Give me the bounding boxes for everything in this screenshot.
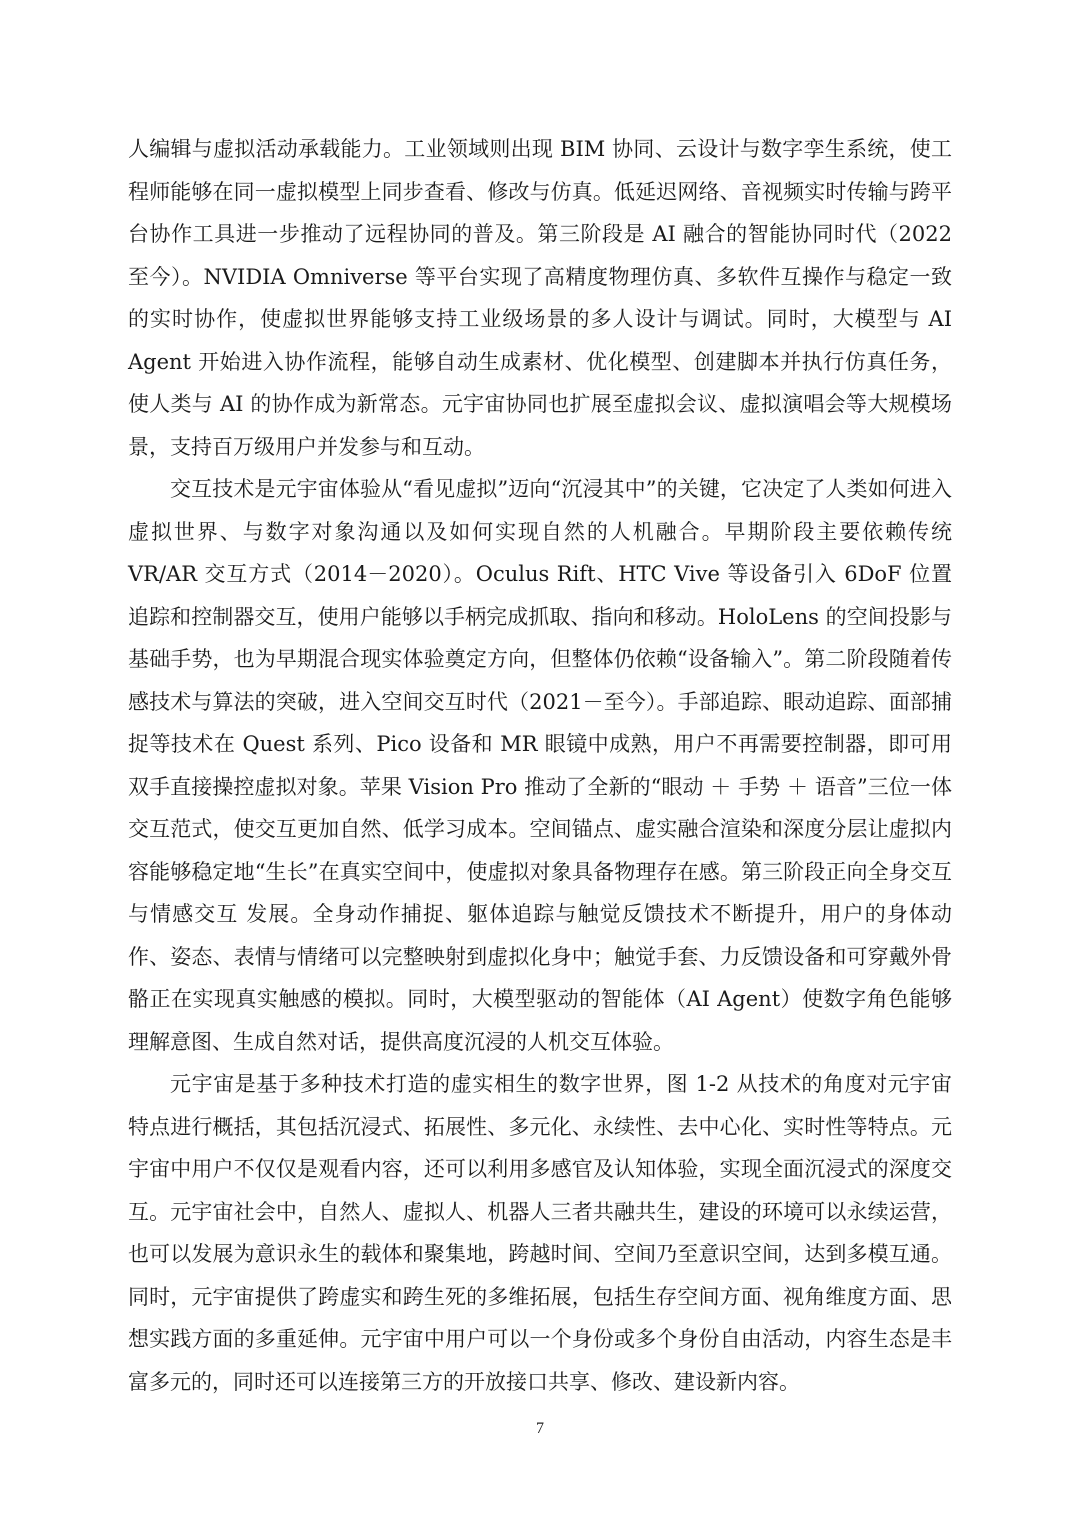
paragraph-metaverse-features: 元宇宙是基于多种技术打造的虚实相生的数字世界，图 1-2 从技术的角度对元宇宙特点进行概括，其包括沉浸式、拓展性、多元化、永续性、去中心化、实时性等特点。元宇宙中用户不仅仅是观看内容，还可以利用多感官及认知体验，实现全面沉浸式的深度交互。元宇宙社会中，自然人、虚拟人、机器人三者共融共生，建设的环境可以永续运营，也可以发展为意识永生的载体和聚集地，跨越时间、空间乃至意识空间，达到多模互通。同时，元宇宙提供了跨虚实和跨生死的多维拓展，包括生存空间方面、视角维度方面、思想实践方面的多重延伸。元宇宙中用户可以一个身份或多个身份自由活动，内容生态是丰富多元的，同时还可以连接第三方的开放接口共享、修改、建设新内容。 xyxy=(128,1072,952,1394)
body-text xyxy=(128,128,952,1403)
paragraph-interaction-technology: 交互技术是元宇宙体验从“看见虚拟”迈向“沉浸其中”的关键，它决定了人类如何进入虚拟世界、与数字对象沟通以及如何实现自然的人机融合。早期阶段主要依赖传统 VR/AR 交互方式（2014－2020）。Oculus Rift、HTC Vive 等设备引入 6DoF 位置追踪和控制器交互，使用户能够以手柄完成抓取、指向和移动。HoloLens 的空间投影与基础手势，也为早期混合现实体验奠定方向，但整体仍依赖“设备输入”。第二阶段随着传感技术与算法的突破，进入空间交互时代（2021－至今）。手部追踪、眼动追踪、面部捕捉等技术在 Quest 系列、Pico 设备和 MR 眼镜中成熟，用户不再需要控制器，即可用双手直接操控虚拟对象。苹果 Vision Pro 推动了全新的“眼动 ＋ 手势 ＋ 语音”三位一体交互范式，使交互更加自然、低学习成本。空间锚点、虚实融合渲染和深度分层让虚拟内容能够稳定地“生长”在真实空间中，使虚拟对象具备物理存在感。第三阶段正向全身交互与情感交互 发展。全身动作捕捉、躯体追踪与触觉反馈技术不断提升，用户的身体动作、姿态、表情与情绪可以完整映射到虚拟化身中；触觉手套、力反馈设备和可穿戴外骨骼正在实现真实触感的模拟。同时，大模型驱动的智能体（AI Agent）使数字角色能够理解意图、生成自然对话，提供高度沉浸的人机交互体验。 xyxy=(128,477,952,1054)
paragraph-collaboration-stages: 人编辑与虚拟活动承载能力。工业领域则出现 BIM 协同、云设计与数字孪生系统，使工程师能够在同一虚拟模型上同步查看、修改与仿真。低延迟网络、音视频实时传输与跨平台协作工具进一步推动了远程协同的普及。第三阶段是 AI 融合的智能协同时代（2022 至今）。NVIDIA Omniverse 等平台实现了高精度物理仿真、多软件互操作与稳定一致的实时协作，使虚拟世界能够支持工业级场景的多人设计与调试。同时，大模型与 AI Agent 开始进入协作流程，能够自动生成素材、优化模型、创建脚本并执行仿真任务，使人类与 AI 的协作成为新常态。元宇宙协同也扩展至虚拟会议、虚拟演唱会等大规模场景，支持百万级用户并发参与和互动。 xyxy=(128,137,952,459)
page-number: 7 xyxy=(536,1420,544,1437)
